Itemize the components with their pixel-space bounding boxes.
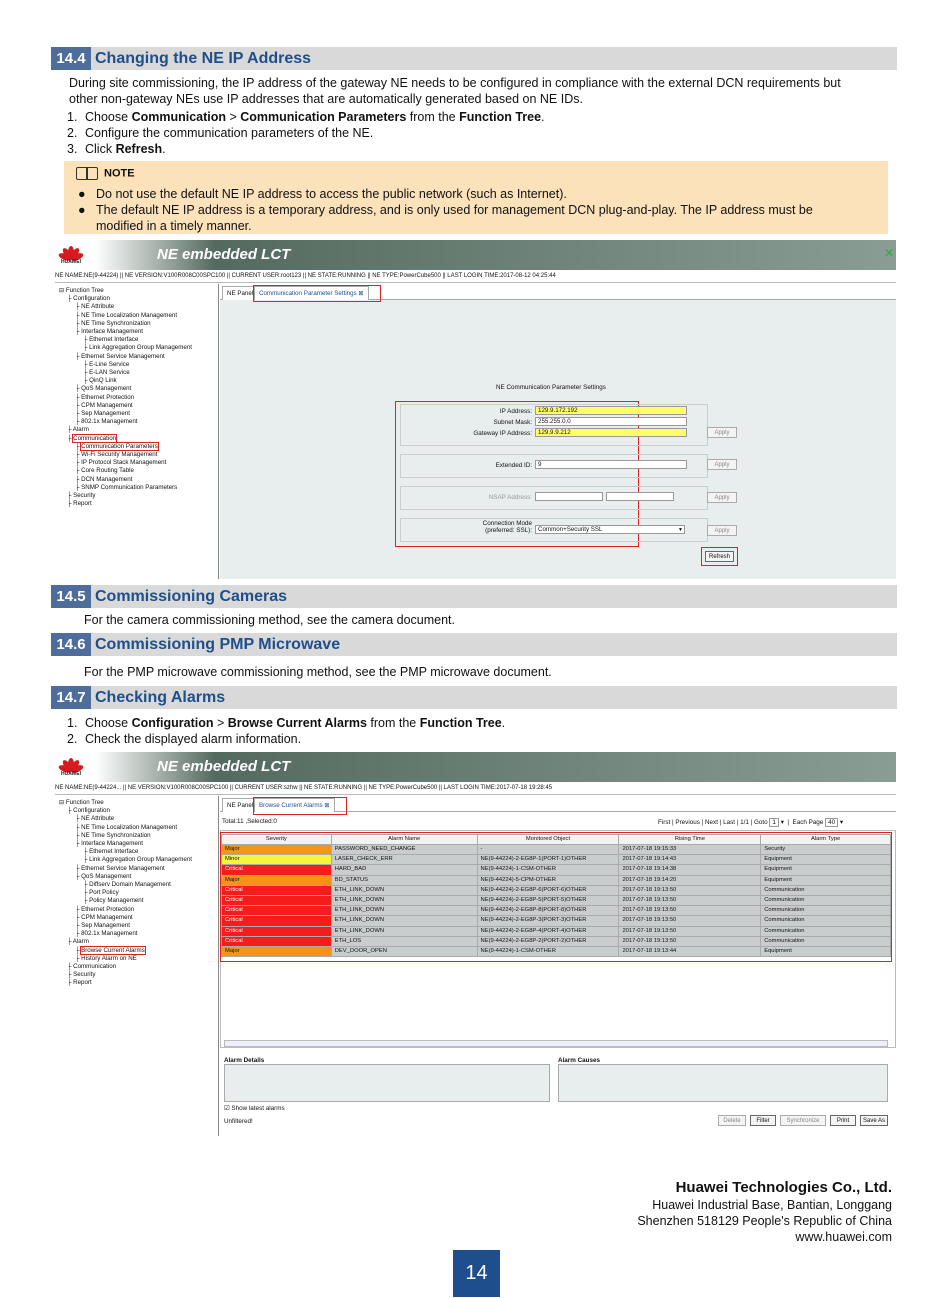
tree-item[interactable]: ├ QoS Management [75, 872, 132, 880]
step-number: 3. [67, 142, 78, 156]
tree-item[interactable]: ├ Sep Management [75, 922, 130, 930]
close-tab-icon[interactable]: ⊠ [324, 802, 330, 809]
table-cell: PASSWORD_NEED_CHANGE [331, 845, 477, 855]
tree-item[interactable]: ⊟ Function Tree [59, 799, 104, 806]
print-button[interactable]: Print [830, 1115, 856, 1126]
tree-item[interactable]: ├ Communication [67, 963, 117, 971]
tree-item[interactable]: ├ Interface Management [75, 328, 144, 336]
table-cell: Equipment [761, 855, 891, 865]
address-line: Shenzhen 518129 People's Republic of China [637, 1214, 892, 1228]
tree-item-label: QoS Management [81, 385, 132, 393]
menu-ref: Browse Current Alarms [227, 716, 367, 730]
lct-title: NE embedded LCT [157, 758, 291, 775]
note-item [78, 202, 878, 218]
tree-item[interactable]: ├ Security [67, 971, 96, 979]
intro-paragraph [69, 75, 899, 107]
tree-item[interactable]: ├ Report [67, 500, 92, 508]
tree-item[interactable]: ├ Alarm [67, 426, 89, 434]
table-cell: 2017-07-18 19:14:38 [619, 865, 761, 875]
tree-item-label: Function Tree [65, 799, 104, 806]
tree-item[interactable]: ├ NE Time Localization Management [75, 823, 178, 831]
tree-item[interactable]: ├ Ethernet Interface [83, 336, 139, 344]
severity-cell: Minor [222, 855, 332, 865]
table-cell: 2017-07-18 19:13:44 [619, 946, 761, 956]
tree-item-label: Alarm [72, 938, 89, 946]
alarm-causes-label: Alarm Causes [558, 1057, 600, 1064]
conn-label [410, 520, 532, 534]
tab-label: Communication Parameter Settings [259, 290, 357, 297]
tab-ne-panel[interactable]: NE Panel [222, 798, 258, 812]
tree-item[interactable]: ├ Interface Management [75, 840, 144, 848]
intro-line: During site commissioning, the IP address of the gateway NE needs to be configured in compliance with the external DCN requirements but [69, 76, 841, 90]
nsap-label: NSAP Address: [488, 494, 532, 501]
severity-cell: Critical [222, 936, 332, 946]
section-title: Changing the NE IP Address [95, 50, 312, 67]
tree-item[interactable]: ├ NE Time Synchronization [75, 831, 151, 839]
tree-item-label: DCN Management [81, 475, 133, 483]
apply-button[interactable]: Apply [707, 492, 737, 503]
tree-item[interactable]: ├ CPM Management [75, 401, 133, 409]
nsap-input[interactable] [606, 492, 674, 501]
table-cell: NE(9-44224)-2-EG8P-3(PORT-3)OTHER [477, 916, 619, 926]
address-line: Huawei Industrial Base, Bantian, Longgang [652, 1198, 892, 1212]
tree-item-label: Port Policy [89, 889, 119, 897]
note-item [78, 186, 878, 202]
subnet-mask-input[interactable]: 255.255.0.0 [535, 417, 687, 426]
table-cell: NE(9-44224)-2-EG8P-4(PORT-4)OTHER [477, 926, 619, 936]
tree-item[interactable]: ├ QoS Management [75, 385, 132, 393]
show-latest-label: Show latest alarms [231, 1105, 285, 1112]
tree-item-label: E-Line Service [89, 360, 130, 368]
tree-item-label: Policy Management [89, 897, 144, 905]
lct-title: NE embedded LCT [157, 246, 291, 263]
tree-item-label: E-LAN Service [89, 369, 130, 377]
table-cell: NE(9-44224)-1-CSM-OTHER [477, 946, 619, 956]
note-text: The default NE IP address is a temporary address, and is only used for management DCN plug-and-play. The IP address must be [96, 203, 813, 217]
step-text: > [226, 110, 241, 124]
tree-item[interactable]: ├ Alarm [67, 938, 89, 946]
table-cell: Communication [761, 885, 891, 895]
tree-item-label: CPM Management [81, 913, 133, 921]
tree-item-label: Configuration [73, 295, 110, 303]
section-header-14-4 [51, 47, 897, 70]
conn-label-line: Connection Mode [482, 520, 532, 527]
table-cell: 2017-07-18 19:13:50 [619, 926, 761, 936]
menu-ref: Refresh [115, 142, 163, 156]
section-header-14-7 [51, 686, 897, 709]
step-1 [67, 109, 545, 125]
tree-item-label: QinQ Link [89, 377, 117, 385]
tree-item-label: Report [73, 500, 92, 508]
tree-item-label: SNMP Communication Parameters [81, 483, 178, 491]
table-cell: Communication [761, 895, 891, 905]
tree-item-label: Ethernet Protection [81, 393, 135, 401]
table-cell: Equipment [761, 946, 891, 956]
function-tree [55, 284, 219, 579]
tree-item-label: Interface Management [81, 840, 144, 848]
table-cell: ETH_LINK_DOWN [331, 895, 477, 905]
table-cell: Communication [761, 906, 891, 916]
gateway-ip-input[interactable]: 129.9.9.212 [535, 428, 687, 437]
section-header-14-6 [51, 633, 897, 656]
tree-item-label: Diffserv Domain Management [89, 881, 171, 889]
pager-links[interactable]: First | Previous | Next | Last | 1/1 | Goto [658, 819, 768, 826]
highlight-box [220, 832, 892, 962]
tree-item[interactable]: ├ Report [67, 979, 92, 987]
chevron-down-icon[interactable]: ▾ [780, 819, 784, 826]
tree-item-label: Security [73, 492, 96, 500]
step-1 [67, 715, 505, 731]
filter-status: Unfiltered! [224, 1118, 253, 1125]
website: www.huawei.com [795, 1230, 892, 1244]
step-2 [67, 125, 373, 141]
table-cell: NE(9-44224)-2-EG8P-5(PORT-5)OTHER [477, 895, 619, 905]
each-page-label: Each Page [792, 819, 824, 826]
table-cell: 2017-07-18 19:14:20 [619, 875, 761, 885]
ext-label: Extended ID: [495, 462, 532, 469]
section-text: For the PMP microwave commissioning method, see the PMP microwave document. [84, 665, 552, 679]
mask-label: Subnet Mask: [493, 419, 532, 426]
main-panel [220, 284, 896, 579]
step-text: . [162, 142, 166, 156]
tree-item[interactable]: ├ Sep Management [75, 410, 130, 418]
tree-item-label: Ethernet Service Management [81, 352, 165, 360]
section-number: 14.4 [51, 47, 91, 70]
alarm-causes-box[interactable] [558, 1064, 888, 1102]
ip-label: IP Address: [499, 408, 532, 415]
tree-item-label: Link Aggregation Group Management [89, 856, 192, 864]
tree-item-label: NE Attribute [81, 303, 115, 311]
tree-item[interactable]: ├ Wi-Fi Security Management [75, 451, 158, 459]
note-header [76, 167, 135, 180]
goto-input[interactable]: 1 [769, 818, 779, 827]
tree-item[interactable]: ├ 802.1x Management [75, 930, 138, 938]
tree-item-label: Configuration [73, 807, 110, 815]
section-number: 14.7 [51, 686, 91, 709]
tree-item[interactable]: ├ E-LAN Service [83, 369, 130, 377]
note-label: NOTE [104, 167, 135, 180]
tree-item[interactable]: ├ Ethernet Protection [75, 393, 135, 401]
chevron-down-icon: ▼ [678, 527, 683, 533]
tree-item-label: History Alarm on NE [81, 954, 137, 962]
tree-item[interactable]: ├ Link Aggregation Group Management [83, 344, 192, 352]
tree-item[interactable]: ├ NE Attribute [75, 815, 115, 823]
tree-item[interactable]: ├ Ethernet Interface [83, 848, 139, 856]
tree-item-label: Ethernet Interface [89, 848, 139, 856]
refresh-button[interactable]: Refresh [705, 551, 734, 562]
intro-line: other non-gateway NEs use IP addresses that are automatically generated based on NE IDs. [69, 92, 583, 106]
tree-item[interactable]: ├ NE Time Localization Management [75, 311, 178, 319]
step-text: Configure the communication parameters of the NE. [85, 126, 374, 140]
tree-item-label: Ethernet Protection [81, 905, 135, 913]
conn-label-line: (preferred: SSL): [485, 527, 532, 534]
synchronize-button[interactable]: Synchronize [780, 1115, 826, 1126]
column-header[interactable]: Alarm Type [761, 835, 891, 845]
bullet-icon: ● [78, 187, 86, 201]
horizontal-scrollbar[interactable] [224, 1040, 888, 1047]
table-cell: LASER_CHECK_ERR [331, 855, 477, 865]
table-cell: DEV_DOOR_OPEN [331, 946, 477, 956]
menu-ref: Function Tree [419, 716, 502, 730]
tree-item[interactable]: ├ CPM Management [75, 913, 133, 921]
column-header[interactable]: Severity [222, 835, 332, 845]
tree-item-label: Communication [73, 963, 117, 971]
section-header-14-5 [51, 585, 897, 608]
tree-item[interactable]: ├ 802.1x Management [75, 418, 138, 426]
checkbox-checked-icon[interactable]: ☑ [224, 1105, 230, 1112]
tree-item-label: QoS Management [81, 872, 132, 880]
lct-screenshot-comm-params [55, 240, 896, 579]
menu-ref: Configuration [131, 716, 214, 730]
step-text: . [541, 110, 545, 124]
brand-text: HUAWEI [61, 259, 81, 265]
apply-button[interactable]: Apply [707, 525, 737, 536]
highlight-box [253, 797, 347, 815]
tree-item[interactable]: ├ QinQ Link [83, 377, 117, 385]
note-box [64, 161, 888, 234]
page-number: 14 [453, 1250, 500, 1297]
tree-item[interactable]: ├ Policy Management [83, 897, 144, 905]
severity-cell: Critical [222, 926, 332, 936]
section-number: 14.6 [51, 633, 91, 656]
save-as-button[interactable]: Save As [860, 1115, 888, 1126]
table-cell: NE(9-44224)-2-EG8P-2(PORT-2)OTHER [477, 936, 619, 946]
show-latest[interactable] [224, 1105, 285, 1112]
lct-screenshot-alarms [55, 752, 896, 1136]
step-text: Check the displayed alarm information. [85, 732, 302, 746]
step-number: 1. [67, 716, 78, 730]
main-panel [220, 796, 896, 1136]
tree-item-label: Communication [73, 434, 117, 442]
apply-button[interactable]: Apply [707, 459, 737, 470]
tree-item-label: Link Aggregation Group Management [89, 344, 192, 352]
extended-id-input[interactable]: 9 [535, 460, 687, 469]
table-cell: Equipment [761, 865, 891, 875]
table-cell: ETH_LINK_DOWN [331, 916, 477, 926]
table-cell: BD_STATUS [331, 875, 477, 885]
tree-item-label: Function Tree [65, 287, 104, 294]
tree-item-label: NE Attribute [81, 815, 115, 823]
tree-item[interactable]: ├ SNMP Communication Parameters [75, 483, 178, 491]
tree-item[interactable]: ├ E-Line Service [83, 360, 130, 368]
severity-cell: Critical [222, 906, 332, 916]
section-title: Commissioning Cameras [95, 588, 288, 605]
tree-item-label: 802.1x Management [81, 930, 138, 938]
alarm-details-label: Alarm Details [224, 1057, 265, 1064]
alarm-details-box[interactable] [224, 1064, 550, 1102]
severity-cell: Major [222, 845, 332, 855]
table-cell: NE(9-44224)-2-EG8P-1(PORT-1)OTHER [477, 855, 619, 865]
severity-cell: Major [222, 875, 332, 885]
tree-item-label: NE Time Synchronization [81, 319, 151, 327]
table-cell: 2017-07-18 19:13:50 [619, 885, 761, 895]
table-cell: 2017-07-18 19:13:50 [619, 916, 761, 926]
tree-item[interactable]: ├ Configuration [67, 807, 110, 815]
brand-text: HUAWEI [61, 771, 81, 777]
tree-item-label: IP Protocol Stack Management [81, 459, 167, 467]
step-text: Choose [85, 716, 132, 730]
tree-item[interactable]: ├ Ethernet Service Management [75, 864, 165, 872]
table-cell: NE(9-44224)-5-CPM-OTHER [477, 875, 619, 885]
tree-item[interactable]: ├ Port Policy [83, 889, 119, 897]
table-cell: 2017-07-18 19:13:50 [619, 895, 761, 905]
alarm-count: Total:11 ,Selected:0 [222, 818, 277, 825]
tree-item-label: CPM Management [81, 401, 133, 409]
menu-ref: Function Tree [459, 110, 542, 124]
apply-button[interactable]: Apply [707, 427, 737, 438]
step-text: . [501, 716, 506, 730]
table-cell: 2017-07-18 19:13:50 [619, 936, 761, 946]
bullet-icon: ● [78, 203, 86, 217]
huawei-logo-icon [59, 755, 83, 777]
tree-item-label: NE Time Synchronization [81, 831, 151, 839]
gateway-label: Gateway IP Address: [473, 430, 532, 437]
severity-cell: Critical [222, 895, 332, 905]
tree-item[interactable]: ├ IP Protocol Stack Management [75, 459, 167, 467]
table-cell: 2017-07-18 19:15:33 [619, 845, 761, 855]
status-bar: NE NAME:NE(9-44224... || NE VERSION:V100R008C00SPC100 || CURRENT USER:szhw || NE STATE:RUNNING || NE TYPE:PowerCube500 || LAST LOGIN TIME:2017-07-18 19:28:45 [55, 782, 896, 795]
tab-ne-panel[interactable]: NE Panel [222, 286, 258, 300]
table-cell: NE(9-44224)-2-EG8P-6(PORT-6)OTHER [477, 885, 619, 895]
step-text: Choose [85, 110, 132, 124]
filter-button[interactable]: Filter [750, 1115, 776, 1126]
tree-item-label: Sep Management [81, 922, 130, 930]
table-cell: Communication [761, 926, 891, 936]
table-cell: - [477, 845, 619, 855]
tree-item[interactable]: ├ NE Time Synchronization [75, 319, 151, 327]
section-title: Commissioning PMP Microwave [95, 636, 341, 653]
tree-item[interactable]: ├ NE Attribute [75, 303, 115, 311]
severity-cell: Critical [222, 885, 332, 895]
tree-item[interactable]: ├ History Alarm on NE [75, 954, 137, 962]
close-icon[interactable]: ✕ [883, 246, 894, 260]
table-cell: ETH_LINK_DOWN [331, 906, 477, 916]
step-text: Click [85, 142, 116, 156]
column-header[interactable]: Rising Time [619, 835, 761, 845]
table-cell: NE(9-44224)-1-CSM-OTHER [477, 865, 619, 875]
company-name: Huawei Technologies Co., Ltd. [675, 1179, 892, 1196]
table-cell: Equipment [761, 875, 891, 885]
note-item-cont [78, 218, 878, 234]
tree-item-label: Interface Management [81, 328, 144, 336]
severity-cell: Critical [222, 916, 332, 926]
step-text: from the [366, 716, 420, 730]
tree-item-label: Core Routing Table [81, 467, 134, 475]
tree-item[interactable]: ├ Ethernet Protection [75, 905, 135, 913]
tree-item[interactable]: ├ Ethernet Service Management [75, 352, 165, 360]
tree-item[interactable]: ├ Configuration [67, 295, 110, 303]
table-cell: NE(9-44224)-2-EG8P-8(PORT-8)OTHER [477, 906, 619, 916]
huawei-logo-icon [59, 243, 83, 265]
note-text: Do not use the default NE IP address to access the public network (such as Internet). [96, 187, 567, 201]
menu-ref: Communication Parameters [240, 110, 407, 124]
table-cell: 2017-07-18 19:14:43 [619, 855, 761, 865]
tree-item-label: Communication Parameters [81, 442, 158, 450]
note-text: modified in a timely manner. [96, 219, 252, 233]
tree-item[interactable]: ├ Communication [67, 434, 117, 442]
tree-item[interactable]: ├ Communication Parameters [75, 442, 158, 450]
tree-item-label: Report [73, 979, 92, 987]
chevron-down-icon[interactable]: ▾ [839, 819, 843, 826]
tree-item-label: NE Time Localization Management [81, 311, 178, 319]
tree-item[interactable]: ├ Core Routing Table [75, 467, 134, 475]
tree-item[interactable]: ├ Diffserv Domain Management [83, 881, 171, 889]
step-text: from the [406, 110, 460, 124]
table-cell: Communication [761, 936, 891, 946]
connection-mode-select[interactable] [535, 525, 685, 534]
step-number: 1. [67, 110, 78, 124]
book-icon [76, 167, 98, 180]
select-value: Common+Security SSL [538, 526, 603, 533]
table-cell: HARD_BAD [331, 865, 477, 875]
tree-item-label: Wi-Fi Security Management [81, 451, 158, 459]
step-number: 2. [67, 732, 78, 746]
tree-item[interactable]: ├ Security [67, 492, 96, 500]
tree-item-label: Security [73, 971, 96, 979]
close-tab-icon[interactable]: ⊠ [358, 290, 364, 297]
column-header[interactable]: Alarm Name [331, 835, 477, 845]
tree-item-label: 802.1x Management [81, 418, 138, 426]
menu-ref: Communication [131, 110, 227, 124]
column-header[interactable]: Monitored Object [477, 835, 619, 845]
tree-item-label: Ethernet Interface [89, 336, 139, 344]
table-cell: Security [761, 845, 891, 855]
table-cell: ETH_LINK_DOWN [331, 926, 477, 936]
ip-address-input[interactable]: 129.9.172.192 [535, 406, 687, 415]
table-cell: Communication [761, 916, 891, 926]
nsap-input[interactable] [535, 492, 603, 501]
tree-item-label: Browse Current Alarms [81, 946, 145, 954]
step-text: > [213, 716, 228, 730]
each-page-input[interactable]: 40 [825, 818, 838, 827]
section-text: For the camera commissioning method, see the camera document. [84, 613, 456, 627]
tree-item[interactable]: ├ Browse Current Alarms [75, 946, 145, 954]
tree-item-label: Sep Management [81, 410, 130, 418]
function-tree [55, 796, 219, 1136]
section-number: 14.5 [51, 585, 91, 608]
table-cell: ETH_LOS [331, 936, 477, 946]
section-title: Checking Alarms [95, 689, 226, 706]
tree-item[interactable]: ⊟ Function Tree [59, 287, 104, 294]
tree-item-label: NE Time Localization Management [81, 823, 178, 831]
step-3 [67, 141, 166, 157]
tree-item-label: Alarm [72, 426, 89, 434]
tree-item-label: Ethernet Service Management [81, 864, 165, 872]
highlight-box [253, 285, 381, 302]
table-cell: ETH_LINK_DOWN [331, 885, 477, 895]
tree-item[interactable]: ├ DCN Management [75, 475, 133, 483]
table-cell: 2017-07-18 19:13:50 [619, 906, 761, 916]
step-2 [67, 731, 301, 747]
tab-label: Browse Current Alarms [259, 802, 323, 809]
step-number: 2. [67, 126, 78, 140]
pager: First | Previous | Next | Last | 1/1 | Goto 1 ▾ | Each Page 40 ▾ [658, 819, 843, 826]
form-title: NE Communication Parameter Settings [496, 384, 606, 391]
tree-item[interactable]: ├ Link Aggregation Group Management [83, 856, 192, 864]
severity-cell: Major [222, 946, 332, 956]
delete-button[interactable]: Delete [718, 1115, 746, 1126]
status-bar: NE NAME:NE(9-44224) || NE VERSION:V100R008C00SPC100 || CURRENT USER:root123 || NE STATE:RUNNING || NE TYPE:PowerCube500 || LAST LOGIN TIME:2017-08-12 04:25:44 [55, 270, 896, 283]
severity-cell: Critical [222, 865, 332, 875]
